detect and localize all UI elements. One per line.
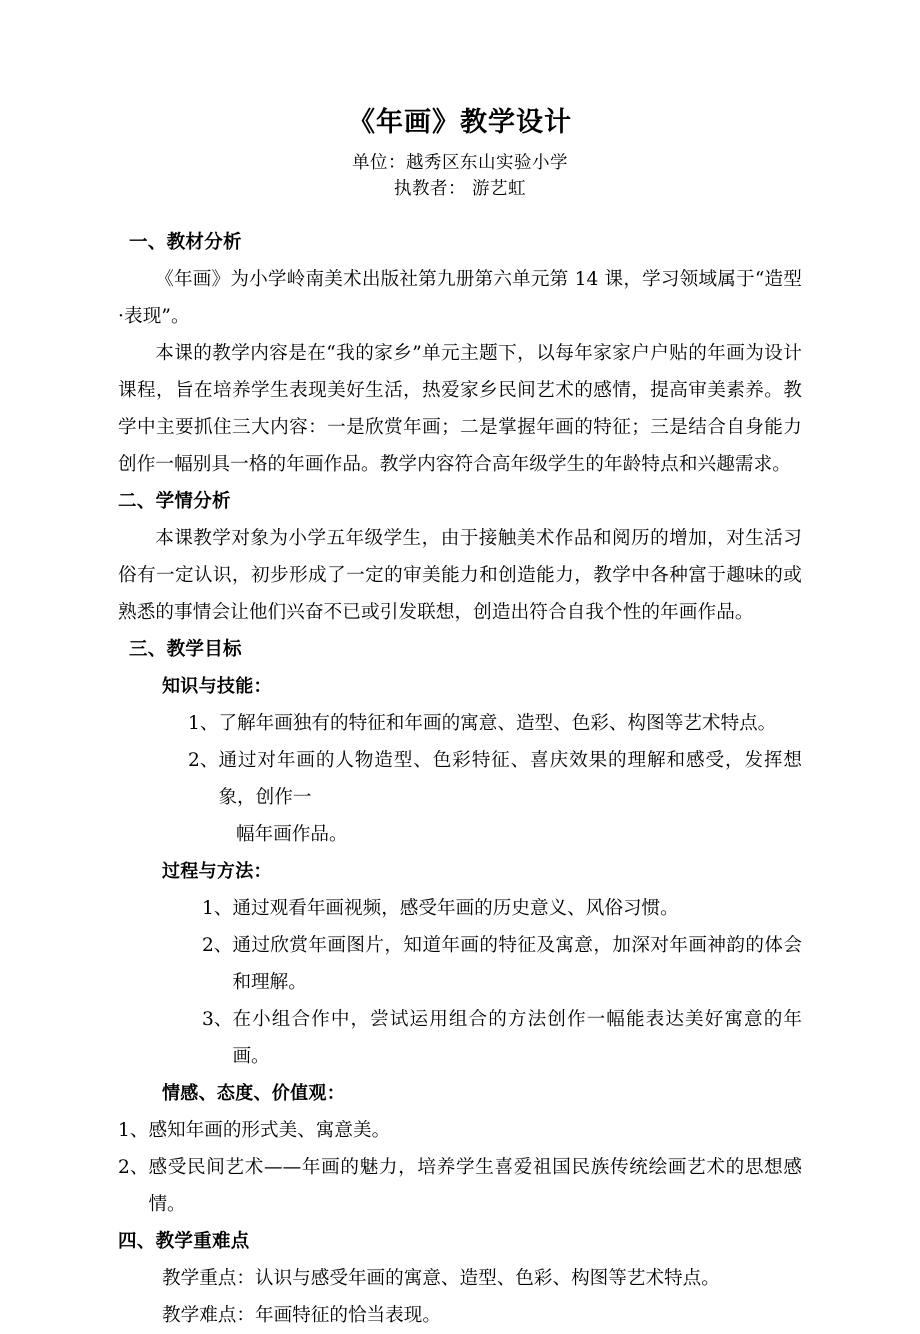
subgroup-label-emotion-attitude-values: 情感、态度、价值观：: [162, 1083, 345, 1104]
section-1-paragraph-2: 本课的教学内容是在“我的家乡”单元主题下，以每年家家户户贴的年画为设计课程，旨在培养学生表现美好生活，热爱家乡民间艺术的感情，提高审美素养。教学中主要抓住三大内容：一是欣赏年画；二是掌握年画的特征；三是结合自身能力创作一幅别具一格的年画作品。教学内容符合高年级学生的年龄特点和兴趣需求。: [118, 343, 802, 475]
list-item: [118, 1149, 802, 1223]
section-heading-2: 二、学情分析: [118, 491, 231, 512]
subgroup-label-process-methods: 过程与方法：: [162, 861, 272, 882]
list-item-text: 通过对年画的人物造型、色彩特征、喜庆效果的理解和感受，发挥想象，创作一: [218, 750, 802, 808]
difficult-point-line: 教学难点：年画特征的恰当表现。: [162, 1305, 441, 1326]
list-item: [118, 742, 802, 816]
list-item: [118, 890, 802, 927]
section-teaching-objectives: [118, 631, 802, 1223]
subgroup-label-knowledge-skills: 知识与技能：: [162, 676, 272, 697]
section-heading-1: 一、教材分析: [129, 232, 242, 253]
list-item-text: 感知年画的形式美、寓意美。: [148, 1120, 391, 1141]
list-item: [118, 927, 802, 1001]
page-title: 《年画》教学设计: [348, 107, 572, 138]
section-teaching-material-analysis: [118, 224, 802, 483]
list-item-number: 2、: [118, 1157, 149, 1178]
list-item-text: 通过欣赏年画图片，知道年画的特征及寓意，加深对年画神韵的体会和理解。: [232, 935, 802, 993]
list-item-text: 了解年画独有的特征和年画的寓意、造型、色彩、构图等艺术特点。: [218, 713, 777, 734]
list-item-number: 2、: [188, 750, 219, 771]
list-item-number: 1、: [188, 713, 219, 734]
document-content: [118, 104, 802, 1334]
subtitle-teacher: 执教者： 游艺虹: [393, 179, 527, 199]
list-item: [118, 1001, 802, 1075]
subtitle-block: [118, 150, 802, 202]
list-item-number: 1、: [202, 898, 233, 919]
section-heading-4: 四、教学重难点: [118, 1231, 250, 1252]
section-2-paragraph-1: 本课教学对象为小学五年级学生，由于接触美术作品和阅历的增加，对生活习俗有一定认识，初步形成了一定的审美能力和创造能力，教学中各种富于趣味的或熟悉的事情会让他们兴奋不已或引发联想，创造出符合自我个性的年画作品。: [118, 528, 802, 623]
section-key-and-difficult-points: [118, 1223, 802, 1334]
list-item-text: 通过观看年画视频，感受年画的历史意义、风俗习惯。: [232, 898, 679, 919]
section-heading-3: 三、教学目标: [129, 639, 242, 660]
section-1-paragraph-1: 《年画》为小学岭南美术出版社第九册第六单元第 14 课，学习领域属于“造型·表现”。: [118, 269, 802, 327]
list-item-number: 3、: [202, 1009, 233, 1030]
subtitle-unit: 单位：越秀区东山实验小学: [352, 153, 568, 173]
list-item-text: 在小组合作中，尝试运用组合的方法创作一幅能表达美好寓意的年画。: [232, 1009, 802, 1067]
list-item-text: 感受民间艺术——年画的魅力，培养学生喜爱祖国民族传统绘画艺术的思想感情。: [148, 1157, 802, 1215]
list-item-number: 2、: [202, 935, 233, 956]
list-item: [118, 705, 802, 742]
list-item-continuation: 幅年画作品。: [236, 824, 348, 845]
section-student-situation-analysis: [118, 483, 802, 631]
list-item: [118, 1112, 802, 1149]
key-point-line: 教学重点：认识与感受年画的寓意、造型、色彩、构图等艺术特点。: [162, 1268, 720, 1289]
list-item-number: 1、: [118, 1120, 149, 1141]
